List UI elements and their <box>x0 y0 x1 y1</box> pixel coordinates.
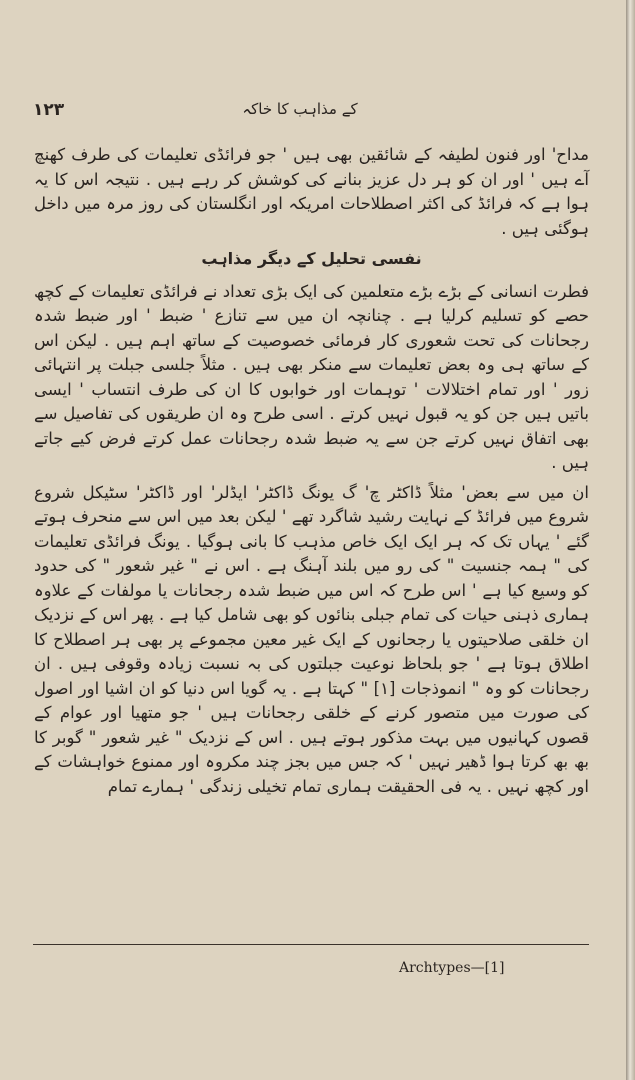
paragraph: مداح' اور فنون لطیفہ کے شائقین بھی ہیں ' جو فرائڈی تعلیمات کی طرف کھنچ آے ہیں ' اور ان کو ہر دل عزیز بنانے کی کوشش کر رہے ہیں . نتیجہ اس کا یہ ہوا ہے کہ فرائڈ کی اکثر اصطلاحات امریکہ اور انگلستان کی روز مرہ میں داخل ہوگئی ہیں . <box>34 145 589 238</box>
body-text <box>34 143 589 799</box>
section-heading: نفسی تحلیل کے دیگر مذاہب <box>201 249 422 268</box>
footnote-divider <box>33 944 589 945</box>
paragraph: فطرت انسانی کے بڑے بڑے متعلمین کی ایک بڑی تعداد نے فرائڈی تعلیمات کے کچھ حصے کو تسلیم کرلیا ہے . چنانچہ ان میں سے تنازع ' ضبط ' اور ضبط شدہ رجحانات کی تحت شعوری کار فرمائی خصوصیت کے ساتھ اہم ہیں . لیکن اس کے ساتھ ہی وہ بعض تعلیمات سے منکر بھی ہیں . مثلاً جلسی جبلت پر انتہائی زور ' اور تمام اختلالات ' توہمات اور خوابوں کا ان کی طرف انتساب ' ایسی باتیں ہیں جن کو یہ قبول نہیں کرتے . اسی طرح وہ ان طریقوں کی تفاصیل سے بھی اتفاق نہیں کرتے جن سے یہ ضبط شدہ رجحانات عمل کرتے فرض کیے جاتے ہیں . <box>34 281 589 472</box>
paragraph: ان میں سے بعض' مثلاً ڈاکٹر چ' گ یونگ ڈاکٹر' ایڈلر' اور ڈاکٹر' سٹیکل شروع شروع میں فرائڈ کے نہایت رشید شاگرد تھے ' لیکن بعد میں اس سے منحرف ہوتے گئے ' یہاں تک کہ ہر ایک ایک خاص مذہب کا بانی ہوگیا . یونگ فرائڈی تعلیمات کی " ہمہ جنسیت " کی رو میں بلند آہنگ ہے . اس نے " غیر شعور " کی حدود کو وسیع کیا ہے ' اس طرح کہ اس میں ضبط شدہ رجحانات یا مولفات کے علاوہ ہماری ذہنی حیات کی تمام جبلی بنائوں کو بھی شامل کیا ہے . پھر اس کے نزدیک ان خلقی صلاحیتوں یا رجحانوں کے ایک غیر معین مجموعے پر بھی ہر اصطلاح کا اطلاق ہوتا ہے ' جو بلحاظ نوعیت جبلتوں کی بہ نسبت زیادہ وقوفی ہیں . ان رجحانات کو وہ " انموذجات [۱] " کہتا ہے . یہ گویا اس دنیا کو ان اشیا اور اصول کی صورت میں متصور کرنے کے خلقی رجحانات ہیں ' جو متھیا اور عوام کے قصوں کہانیوں میں بہت مذکور ہوتے ہیں . اس کے نزدیک " غیر شعور " گوبر کا بھ بھ کرتا ہوا ڈھیر نہیں ' کہ جس میں بجز چند مکروہ اور ممنوع خواہشات کے اور کچھ نہیں . یہ فی الحقیقت ہماری تمام تخیلی زندگی ' ہمارے تمام <box>34 482 589 796</box>
footnote: Archtypes—[1] <box>399 960 505 976</box>
running-title: کے مذاہب کا خاکہ <box>242 100 358 118</box>
page-number: ۱۲۳ <box>33 100 65 120</box>
page-edge <box>626 0 635 1080</box>
